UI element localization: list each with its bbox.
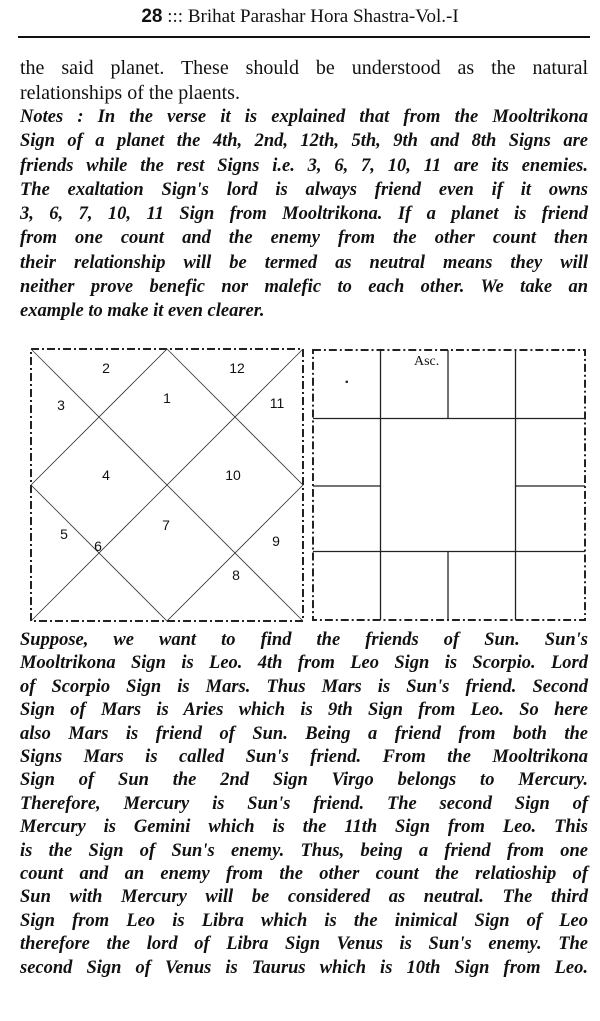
house-number: 12 — [229, 360, 245, 376]
text-line: Sign of Sun the 2nd Sign Virgo belongs to Mercury. — [20, 770, 588, 791]
text-line: friends while the rest Signs i.e. 3, 6, 7, 10, 11 are its enemies. — [20, 155, 588, 176]
chart-border — [313, 350, 585, 620]
book-title: Brihat Parashar Hora Shastra-Vol.-I — [187, 6, 459, 27]
text-line: Sign from Leo is Libra which is the inimical Sign of Leo — [20, 910, 588, 931]
house-number: 5 — [60, 526, 68, 542]
text-line: is the Sign of Sun's enemy. Thus, being a friend from one — [20, 840, 588, 861]
text-line: neither prove benefic nor malefic to each other. We take an — [20, 277, 588, 298]
text-line: example to make it even clearer. — [20, 301, 265, 322]
text-line: Suppose, we want to find the friends of Sun. Sun's — [20, 630, 588, 650]
text-line: count and an enemy from the other count the relatioship of — [20, 864, 588, 885]
header-rule — [18, 36, 590, 38]
text-line: from one count and the enemy from the other count then — [20, 228, 588, 249]
text-line: also Mars is friend of Sun. Being a friend from both the — [20, 723, 588, 744]
house-number: 4 — [102, 467, 110, 483]
text-line: Notes : In the verse it is explained that from the Mooltrikona — [20, 107, 588, 127]
text-line: Sign of a planet the 4th, 2nd, 12th, 5th, 9th and 8th Signs are — [20, 131, 588, 152]
text-line: Therefore, Mercury is Sun's friend. The second Sign of — [20, 793, 588, 814]
ascendant-label: Asc. — [414, 354, 440, 369]
running-header — [0, 6, 600, 28]
text-line: 3, 6, 7, 10, 11 Sign from Mooltrikona. If a planet is friend — [20, 204, 588, 225]
house-number: 8 — [232, 567, 240, 583]
south-indian-chart — [312, 348, 586, 622]
house-number: 9 — [272, 533, 280, 549]
text-line: Sun with Mercury will be considered as neutral. The third — [20, 887, 588, 908]
text-line: of Scorpio Sign is Mars. Thus Mars is Sun's friend. Second — [20, 676, 588, 697]
text-line: second Sign of Venus is Taurus which is 10th Sign from Leo. — [20, 957, 588, 978]
house-number: 2 — [102, 360, 110, 376]
text-line: Mercury is Gemini which is the 11th Sign from Leo. This — [20, 817, 588, 838]
chart-grid — [313, 350, 585, 620]
paragraph-intro — [20, 56, 588, 105]
text-line: therefore the lord of Libra Sign Venus is Sun's enemy. The — [20, 934, 588, 955]
house-number: 7 — [162, 517, 170, 533]
example-paragraph — [20, 629, 588, 980]
text-line: Signs Mars is called Sun's friend. From the Mooltrikona — [20, 747, 588, 768]
house-number: 11 — [269, 395, 285, 411]
house-number: 10 — [225, 467, 241, 483]
text-line: Sign of Mars is Aries which is 9th Sign from Leo. So here — [20, 700, 588, 721]
house-number: 1 — [163, 390, 171, 406]
text-line: The exaltation Sign's lord is always friend even if it owns — [20, 179, 588, 200]
text-line: the said planet. These should be understood as the natural — [20, 57, 588, 79]
header-separator: ::: — [167, 6, 184, 27]
text-line: their relationship will be termed as neutral means they will — [20, 252, 588, 273]
text-line: relationships of the plaents. — [20, 81, 240, 104]
notes-paragraph — [20, 105, 588, 324]
page-number: 28 — [141, 6, 163, 27]
house-number: 6 — [94, 538, 102, 554]
text-line: Mooltrikona Sign is Leo. 4th from Leo Sign is Scorpio. Lord — [20, 653, 588, 674]
house-number: 3 — [57, 397, 65, 413]
